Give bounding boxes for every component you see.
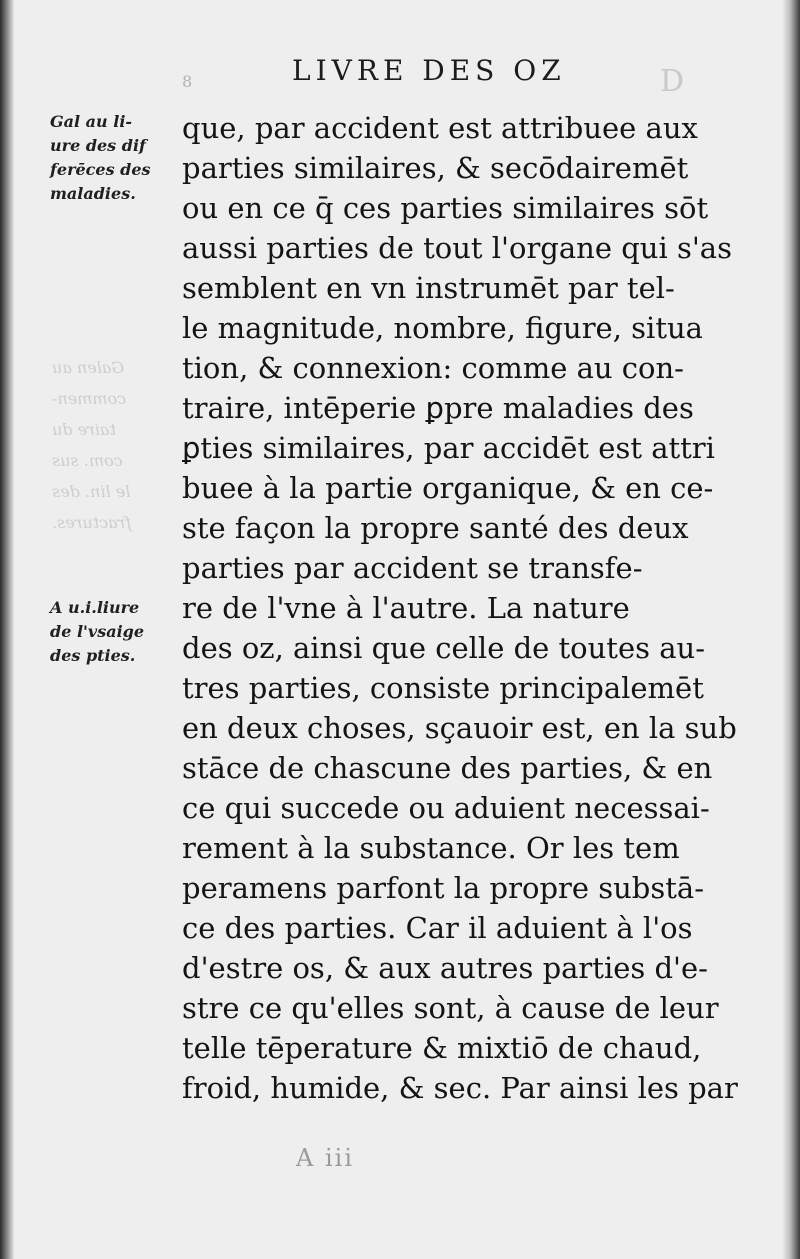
text-line: stre ce qu'elles sont, à cause de leur (182, 991, 719, 1025)
page-edge-left (0, 0, 14, 1259)
text-line: tion, & connexion: comme au con- (182, 351, 684, 385)
bleed-through-marginalia (52, 352, 172, 538)
sidenote-line: maladies. (50, 184, 136, 203)
text-line: en deux choses, sçauoir est, en la sub (182, 711, 737, 745)
sidenote-usage-of-parts (50, 596, 180, 668)
bleed-line: com. sus (52, 451, 123, 470)
text-line: ce qui succede ou aduient necessai- (182, 791, 710, 825)
text-line: peramens parfont la propre substā- (182, 871, 704, 905)
sidenote-line: des pties. (50, 646, 136, 665)
text-line: le magnitude, nombre, figure, situa (182, 311, 703, 345)
bleed-line: fractures. (52, 513, 132, 532)
main-text-block (182, 108, 742, 1108)
bleed-line: le lin. des (52, 482, 131, 501)
text-line: ste façon la propre santé des deux (182, 511, 689, 545)
text-line: stāce de chascune des parties, & en (182, 751, 713, 785)
text-line: ꝑties similaires, par accidēt est attri (182, 431, 715, 465)
bleed-through-heading: D (660, 64, 691, 99)
text-line: buee à la partie organique, & en ce- (182, 471, 714, 505)
bleed-line: Galen au (52, 358, 125, 377)
text-line: traire, intēperie ꝑpre maladies des (182, 391, 694, 425)
text-line: aussi parties de tout l'organe qui s'as (182, 231, 732, 265)
text-line: tres parties, consiste principalemēt (182, 671, 704, 705)
text-line: que, par accident est attribuee aux (182, 111, 698, 145)
text-line: semblent en vn instrumēt par tel- (182, 271, 675, 305)
page-header (180, 54, 740, 94)
bleed-line: commen- (52, 389, 127, 408)
sidenote-line: Gal au li- (50, 112, 133, 131)
text-line: re de l'vne à l'autre. La nature (182, 591, 630, 625)
text-line: ce des parties. Car il aduient à l'os (182, 911, 693, 945)
text-line: rement à la substance. Or les tem (182, 831, 680, 865)
text-line: ou en ce q̄ ces parties similaires sōt (182, 191, 709, 225)
text-line: telle tēperature & mixtiō de chaud, (182, 1031, 702, 1065)
folio-number: 8 (182, 72, 193, 91)
text-line: froid, humide, & sec. Par ainsi les par (182, 1071, 738, 1105)
sidenote-line: ure des dif (50, 136, 146, 155)
sidenote-line: ferēces des (50, 160, 151, 179)
text-line: d'estre os, & aux autres parties d'e- (182, 951, 708, 985)
signature-mark: A iii (296, 1144, 354, 1172)
sidenote-line: de l'vsaige (50, 622, 145, 641)
bleed-line: taire du (52, 420, 116, 439)
text-line: des oz, ainsi que celle de toutes au- (182, 631, 705, 665)
sidenote-galen-differences (50, 110, 180, 206)
text-line: parties par accident se transfe- (182, 551, 643, 585)
page-edge-right (782, 0, 800, 1259)
running-head: LIVRE DES OZ (292, 54, 566, 87)
text-line: parties similaires, & secōdairemēt (182, 151, 689, 185)
sidenote-line: A u.i.liure (50, 598, 140, 617)
